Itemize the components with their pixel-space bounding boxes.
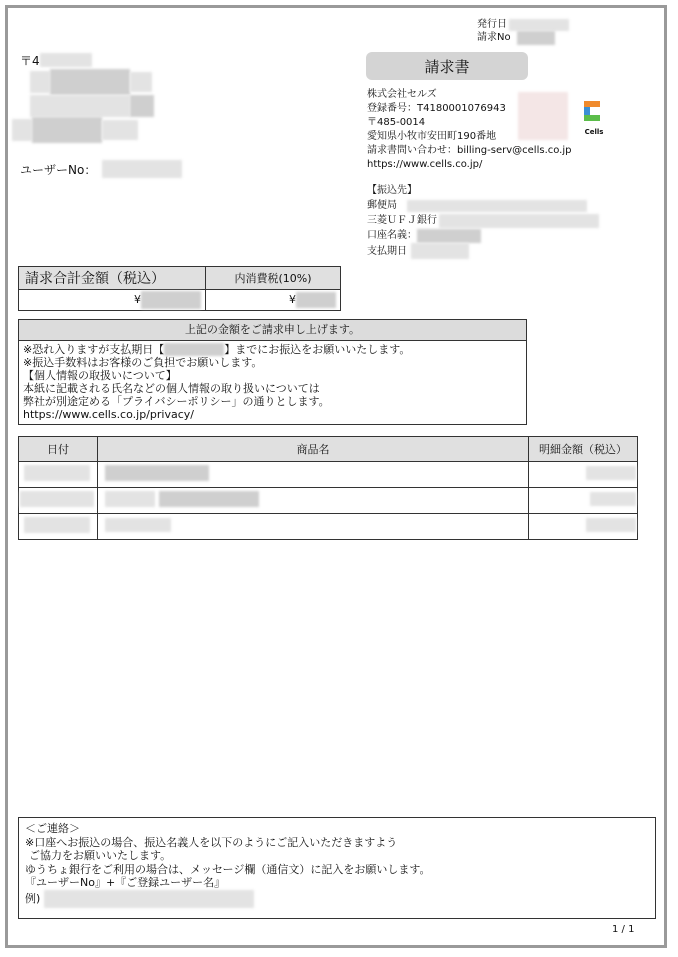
date-redacted	[24, 465, 90, 481]
cells-logo-mark-icon	[578, 97, 610, 125]
tax-amount-redacted	[296, 292, 336, 308]
invoice-title: 請求書	[366, 52, 528, 80]
account-name-value-redacted	[417, 229, 481, 243]
privacy-url[interactable]: https://www.cells.co.jp/privacy/	[23, 408, 194, 421]
contact-line5: 『ユーザーNo』+『ご登録ユーザー名』	[25, 876, 226, 889]
bank-header: 【振込先】	[367, 185, 417, 196]
tax-yen: ¥	[289, 293, 296, 306]
mufg-value-redacted	[439, 214, 599, 228]
issue-info	[477, 19, 569, 45]
notice-line2: ※振込手数料はお客様のご負担でお願いします。	[23, 356, 263, 369]
inquiry-email[interactable]: 請求書問い合わせ：billing-serv@cells.co.jp	[367, 145, 572, 156]
contact-line2: ※口座へお振込の場合、振込名義人を以下のようにご記入いただきますよう	[25, 835, 398, 849]
col-product: 商品名	[98, 437, 529, 462]
company-postal: 〒485-0014	[367, 117, 426, 128]
user-no	[20, 160, 182, 178]
amount-redacted	[586, 466, 636, 480]
example-redacted	[44, 890, 254, 908]
page-number: 1 / 1	[612, 924, 635, 935]
due-label: 支払期日	[367, 245, 407, 257]
address-redacted	[50, 69, 130, 95]
contact-box	[18, 817, 656, 919]
notice-line1-post: 】までにお振込をお願いいたします。	[224, 343, 411, 356]
product-redacted	[105, 518, 171, 532]
bank-info	[367, 183, 599, 259]
registration-number: 登録番号：T4180001076943	[367, 103, 506, 114]
col-amount: 明細金額（税込）	[529, 437, 638, 462]
amount-redacted	[590, 492, 636, 506]
contact-line6: 例)	[25, 891, 41, 905]
issue-date-value-redacted	[509, 19, 569, 31]
mufg-label: 三菱ＵＦＪ銀行	[367, 215, 437, 226]
table-row	[19, 514, 638, 540]
company-url[interactable]: https://www.cells.co.jp/	[367, 159, 483, 170]
tax-label: 内消費税(10%)	[206, 267, 341, 290]
amount-redacted	[586, 518, 636, 532]
notice-line3: 【個人情報の取扱いについて】	[23, 369, 177, 382]
post-office-value-redacted	[407, 200, 587, 212]
user-no-label: ユーザーNo：	[20, 162, 97, 177]
date-redacted	[20, 491, 94, 507]
table-row	[19, 488, 638, 514]
product-redacted	[105, 491, 155, 507]
col-date: 日付	[19, 437, 98, 462]
cells-logo	[578, 97, 610, 137]
total-amount-cell	[19, 290, 206, 311]
company-name: 株式会社セルズ	[367, 89, 437, 100]
seal-redacted	[518, 92, 568, 140]
address-redacted	[130, 72, 152, 92]
notice-line1-pre: ※恐れ入りますが支払期日【	[23, 343, 165, 356]
due-date-redacted	[164, 343, 224, 356]
totals-table	[18, 266, 341, 311]
addressee-block	[20, 50, 190, 142]
notice-box	[18, 319, 527, 425]
invoice-no-label: 請求No	[477, 32, 511, 43]
post-office-label: 郵便局	[367, 200, 397, 211]
name-redacted	[32, 117, 102, 143]
postal-code-redacted	[40, 53, 92, 67]
notice-line4: 本紙に記載される氏名などの個人情報の取り扱いについては	[23, 382, 320, 395]
total-yen: ¥	[134, 293, 141, 306]
product-redacted	[159, 491, 259, 507]
contact-line1: ＜ご連絡＞	[25, 822, 80, 835]
contact-line3: ご協力をお願いいたします。	[29, 849, 172, 862]
product-redacted	[105, 465, 209, 481]
tax-amount-cell	[206, 290, 341, 311]
table-row	[19, 462, 638, 488]
items-table	[18, 436, 638, 540]
name-redacted	[102, 120, 138, 140]
issue-date-label: 発行日	[477, 19, 507, 30]
due-value-redacted	[411, 243, 469, 259]
notice-line5: 弊社が別途定める「プライバシーポリシー」の通りとします。	[23, 395, 330, 408]
invoice-no-value-redacted	[517, 31, 555, 45]
total-label: 請求合計金額（税込）	[19, 267, 206, 290]
address-redacted	[30, 71, 50, 93]
address-redacted	[30, 95, 130, 117]
name-redacted	[12, 119, 32, 141]
company-address: 愛知県小牧市安田町190番地	[367, 131, 497, 142]
account-name-label: 口座名義：	[367, 230, 417, 241]
contact-line4: ゆうちょ銀行をご利用の場合は、メッセージ欄（通信文）に記入をお願いします。	[25, 862, 431, 876]
address-redacted	[130, 95, 154, 117]
logo-text: Cells	[584, 128, 604, 136]
postal-mark: 〒4	[20, 53, 40, 68]
notice-header: 上記の金額をご請求申し上げます。	[19, 320, 526, 341]
notice-body	[19, 341, 526, 424]
total-amount-redacted	[141, 291, 201, 309]
date-redacted	[24, 517, 90, 533]
user-no-value-redacted	[102, 160, 182, 178]
